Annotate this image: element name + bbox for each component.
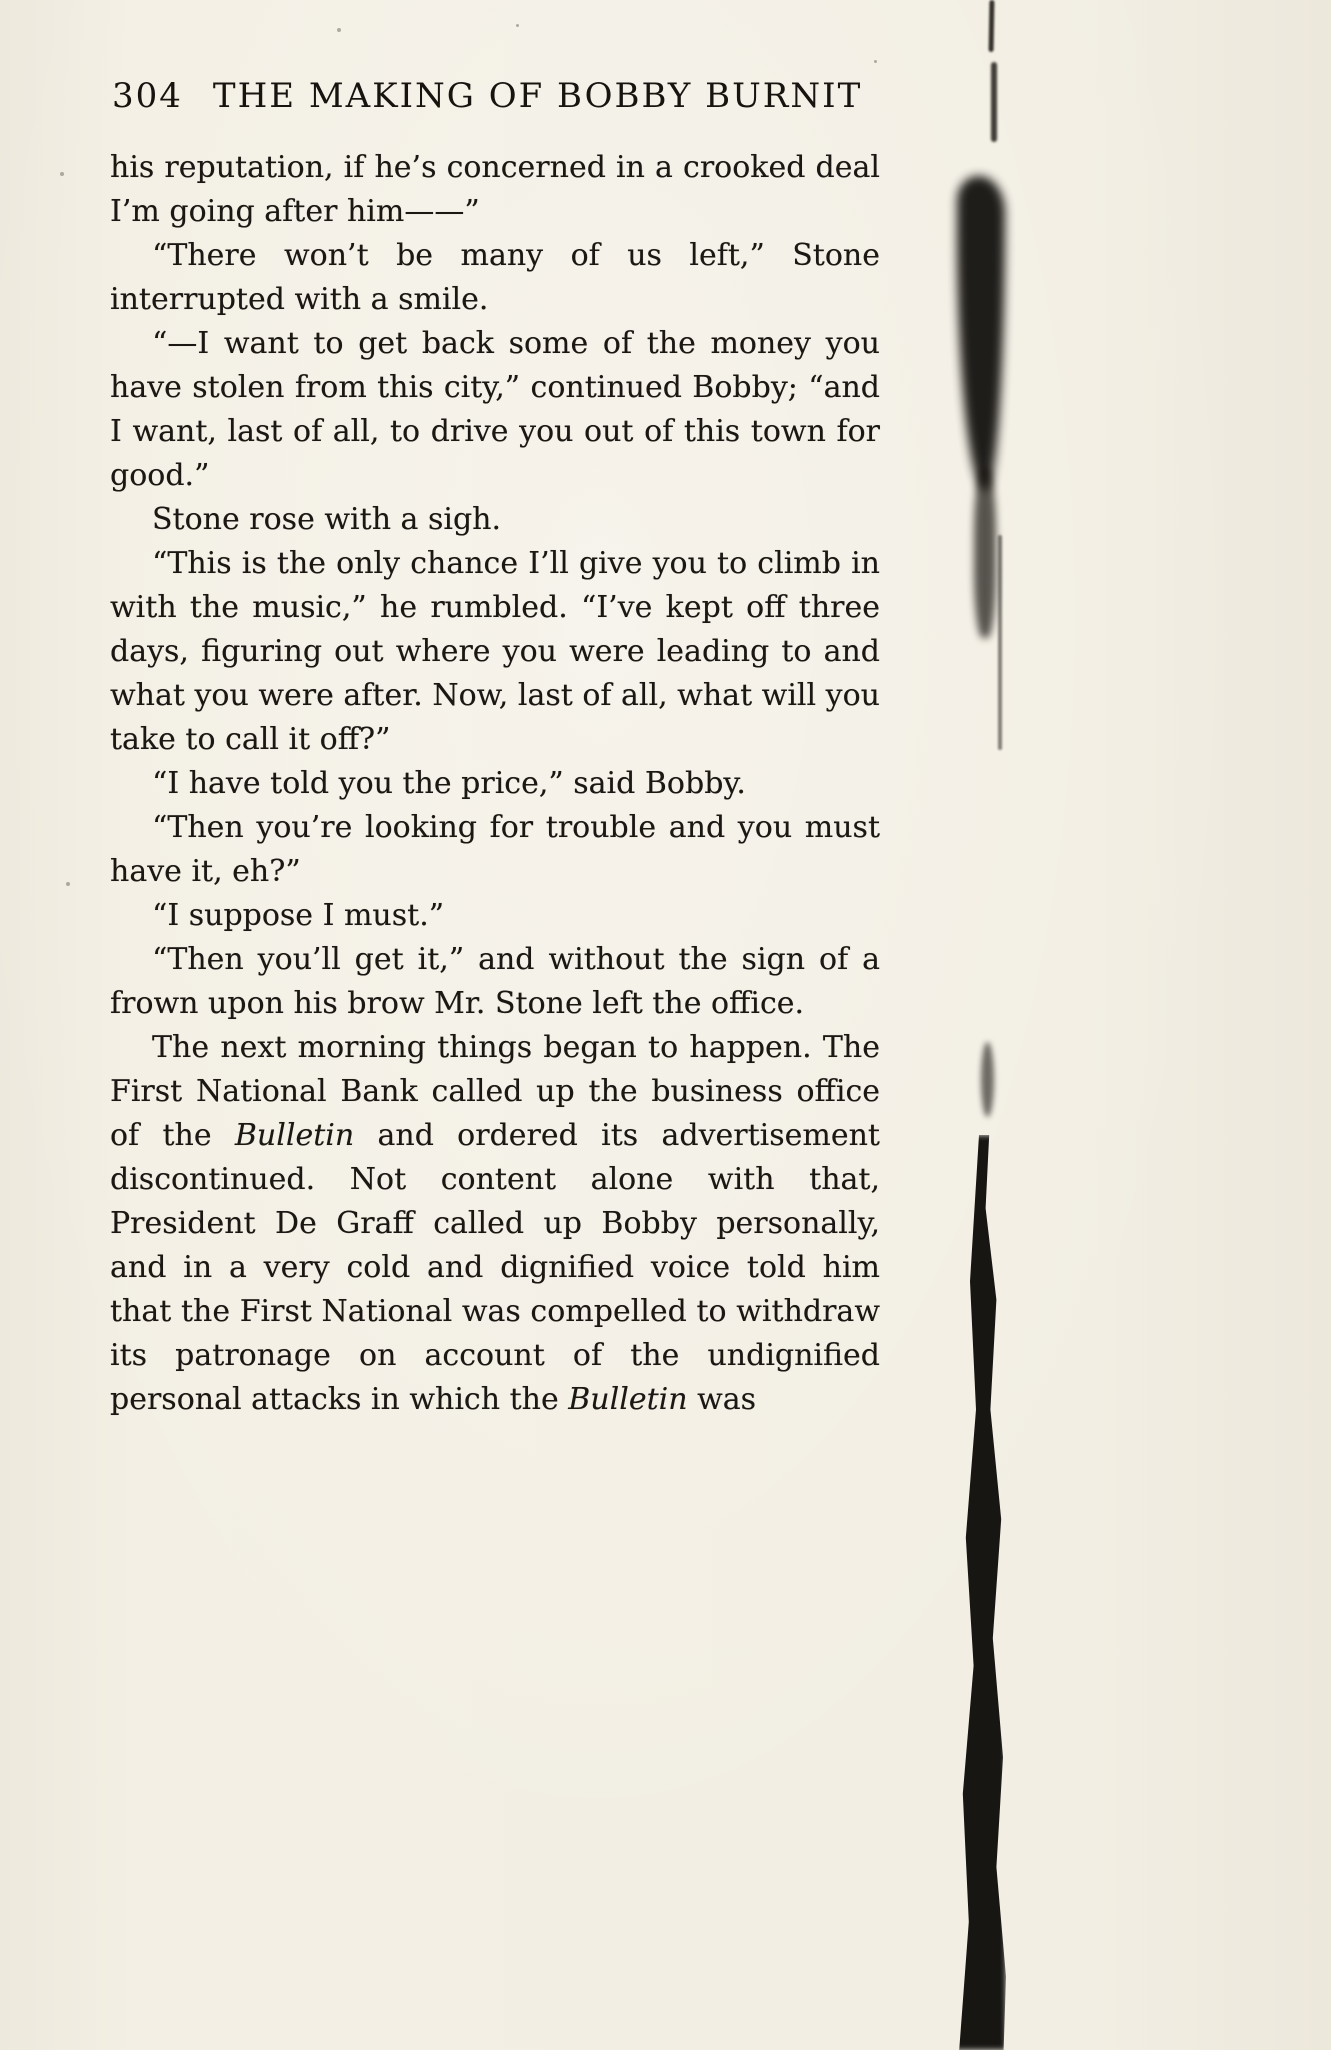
scan-smudge bbox=[946, 1135, 1006, 2050]
text-segment-italic: Bulletin bbox=[234, 1118, 355, 1153]
paragraph: “I have told you the price,” said Bobby. bbox=[152, 766, 746, 801]
paragraph: Stone rose with a sigh. bbox=[152, 502, 502, 537]
paragraph: “I suppose I must.” bbox=[152, 898, 445, 933]
scan-smudge bbox=[989, 0, 995, 52]
text-segment: and ordered its advertisement discontinued. Not content alone with that, President De Graff called up Bobby personally, and in a very cold and dignified voice told him that the First National was compelled to withdraw its patronage on account of the undignified personal attacks in which the bbox=[110, 1118, 880, 1417]
scan-smudge bbox=[957, 176, 1005, 491]
running-title: THE MAKING OF BOBBY BURNIT bbox=[212, 76, 863, 116]
scan-smudge bbox=[981, 1042, 994, 1117]
scan-smudge bbox=[974, 468, 996, 638]
scan-smudge bbox=[998, 535, 1002, 750]
paragraph: “Then you’ll get it,” and without the sign of a frown upon his brow Mr. Stone left the office. bbox=[110, 942, 880, 1021]
paragraph: “—I want to get back some of the money you have stolen from this city,” continued Bobby; “and I want, last of all, to drive you out of this town for good.” bbox=[110, 326, 880, 493]
scan-speck bbox=[66, 882, 70, 886]
text-segment-italic: Bulletin bbox=[568, 1382, 688, 1417]
page-number: 304 bbox=[112, 76, 183, 116]
paragraph: his reputation, if he’s concerned in a crooked deal I’m going after him——” bbox=[110, 150, 880, 229]
scan-speck bbox=[516, 24, 519, 27]
paragraph: “This is the only chance I’ll give you to climb in with the music,” he rumbled. “I’ve kept off three days, figuring out where you were leading to and what you were after. Now, last of all, what will you take to call it off?” bbox=[110, 546, 880, 757]
text-segment: was bbox=[687, 1382, 757, 1417]
scan-smudge bbox=[991, 62, 997, 142]
page-body bbox=[110, 146, 880, 1422]
paragraph bbox=[110, 1026, 880, 1422]
paragraph: “There won’t be many of us left,” Stone interrupted with a smile. bbox=[110, 238, 880, 317]
scan-speck bbox=[337, 28, 341, 32]
text-segment: The next morning things began to happen. The First National Bank called up the business office of the bbox=[110, 1030, 880, 1153]
page-header bbox=[112, 76, 862, 116]
paragraph: “Then you’re looking for trouble and you must have it, eh?” bbox=[110, 810, 880, 889]
scan-speck bbox=[874, 60, 877, 63]
scan-speck bbox=[60, 172, 64, 176]
